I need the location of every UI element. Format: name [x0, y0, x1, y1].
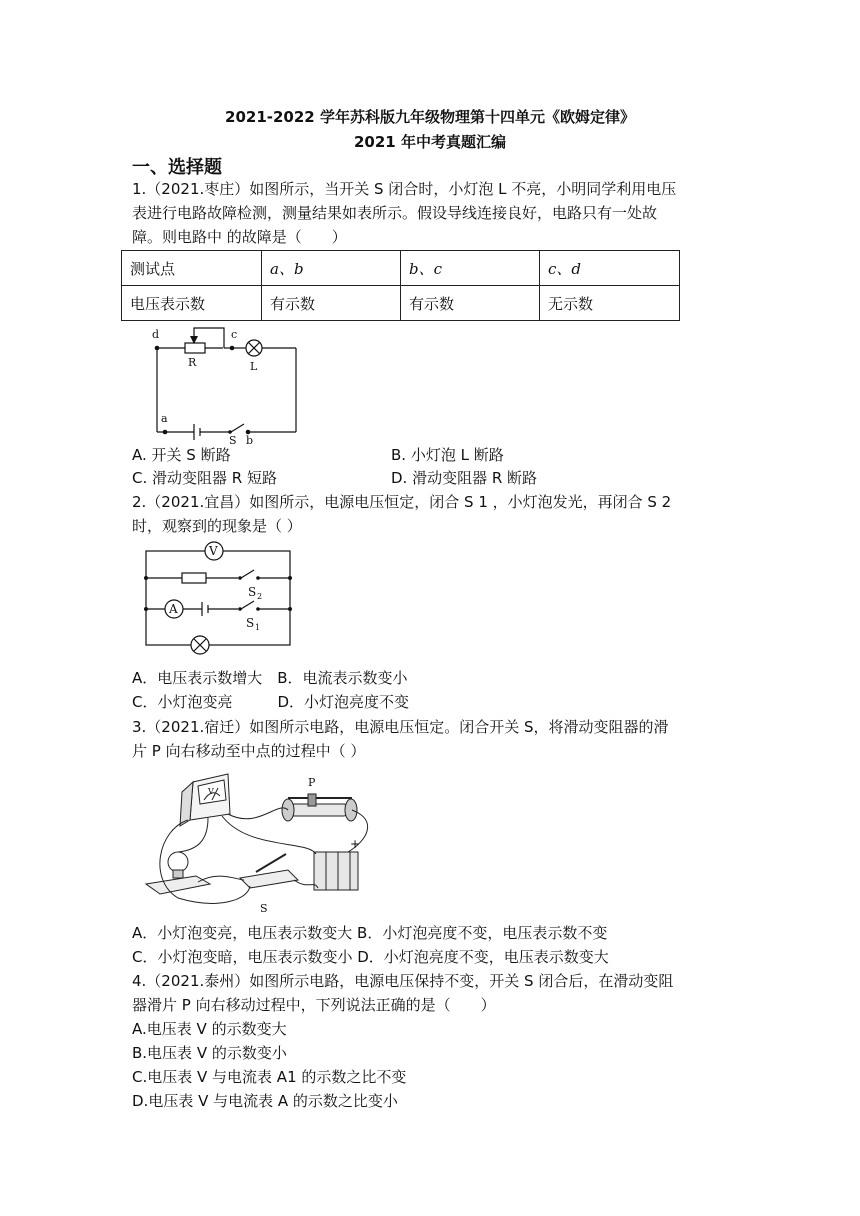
q4-option-a: A.电压表 V 的示数变大 — [132, 1020, 287, 1038]
q1-label-b: b — [246, 434, 254, 446]
page-title-line1: 2021-2022 学年苏科版九年级物理第十四单元《欧姆定律》 — [225, 108, 635, 126]
q1-option-d: D. 滑动变阻器 R 断路 — [391, 469, 538, 487]
q2-voltmeter-label: V — [209, 544, 218, 558]
q3-options-line2: C．小灯泡变暗，电压表示数变小 D．小灯泡亮度不变，电压表示数变大 — [132, 948, 609, 966]
q1-option-b: B. 小灯泡 L 断路 — [391, 446, 504, 464]
q3-physical-circuit-image — [138, 770, 398, 918]
table-cell: 有示数 — [401, 286, 540, 321]
q2-s1-label: S — [246, 616, 255, 630]
table-row — [122, 286, 680, 321]
q3-label-v: V — [208, 787, 214, 796]
table-cell: b、c — [401, 251, 540, 286]
table-row — [122, 251, 680, 286]
section-heading: 一、选择题 — [132, 157, 222, 178]
table-cell: a、b — [262, 251, 401, 286]
q1-option-a: A. 开关 S 断路 — [132, 446, 231, 464]
table-cell: 测试点 — [122, 251, 262, 286]
q2-ammeter-label: A — [169, 602, 178, 616]
q3-text-line2: 片 P 向右移动至中点的过程中（ ） — [132, 742, 366, 760]
page-title-line2: 2021 年中考真题汇编 — [354, 133, 506, 151]
q3-label-s: S — [260, 902, 268, 915]
q2-options-line2: C．小灯泡变亮 D．小灯泡亮度不变 — [132, 693, 410, 711]
table-cell: 无示数 — [540, 286, 680, 321]
q1-text-line1: 1.（2021.枣庄）如图所示，当开关 S 闭合时，小灯泡 L 不亮，小明同学利用电压 — [132, 180, 677, 198]
q4-text-line1: 4.（2021.泰州）如图所示电路，电源电压保持不变，开关 S 闭合后，在滑动变阻 — [132, 972, 674, 990]
q4-option-d: D.电压表 V 与电流表 A 的示数之比变小 — [132, 1092, 398, 1110]
q4-option-b: B.电压表 V 的示数变小 — [132, 1044, 287, 1062]
q3-text-line1: 3.（2021.宿迁）如图所示电路，电源电压恒定。闭合开关 S，将滑动变阻器的滑 — [132, 718, 669, 736]
table-cell: c、d — [540, 251, 680, 286]
q1-label-d: d — [152, 328, 160, 341]
q2-options-line1: A．电压表示数增大 B．电流表示数变小 — [132, 669, 408, 687]
q3-label-p: P — [308, 776, 316, 789]
q1-label-a: a — [161, 412, 168, 425]
q4-text-line2: 器滑片 P 向右移动过程中，下列说法正确的是（ ） — [132, 996, 496, 1014]
q2-circuit-diagram — [138, 540, 298, 660]
q1-text-line2: 表进行电路故障检测，测量结果如表所示。假设导线连接良好，电路只有一处故 — [132, 204, 658, 222]
table-cell: 电压表示数 — [122, 286, 262, 321]
q1-label-c: c — [231, 328, 238, 341]
q4-option-c: C.电压表 V 与电流表 A1 的示数之比不变 — [132, 1068, 407, 1086]
q2-s2-label: S — [248, 585, 257, 599]
q2-text-line2: 时，观察到的现象是（ ） — [132, 517, 302, 535]
q3-options-line1: A．小灯泡变亮，电压表示数变大 B．小灯泡亮度不变，电压表示数不变 — [132, 924, 608, 942]
q2-text-line1: 2.（2021.宜昌）如图所示，电源电压恒定，闭合 S 1 ，小灯泡发光，再闭合 S 2 — [132, 493, 672, 511]
q2-s2-subscript: 2 — [257, 592, 263, 601]
q1-label-S: S — [229, 434, 237, 446]
q1-option-c: C. 滑动变阻器 R 短路 — [132, 469, 277, 487]
q1-label-L: L — [250, 360, 258, 373]
q3-label-plus: + — [350, 837, 361, 851]
table-cell: 有示数 — [262, 286, 401, 321]
q2-s1-subscript: 1 — [255, 623, 261, 632]
q1-measurement-table — [121, 250, 680, 321]
q1-text-line3: 障。则电路中 的故障是（ ） — [132, 228, 347, 246]
q1-label-R: R — [188, 356, 197, 369]
q1-circuit-diagram — [130, 322, 310, 446]
